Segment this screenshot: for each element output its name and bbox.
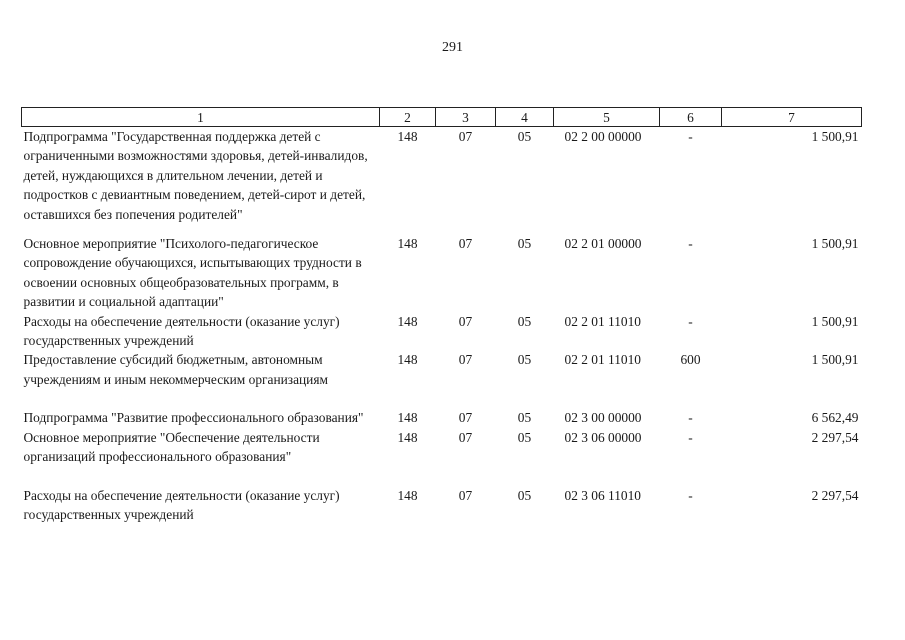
cell-col4: 05 (517, 487, 532, 503)
cell-col5: 02 3 06 11010 (564, 487, 641, 503)
row-description: Расходы на обеспечение деятельности (оказание услуг) государственных учреждений (23, 487, 340, 522)
cell-col7: 6 562,49 (811, 410, 859, 426)
cell-col2: 148 (397, 410, 418, 426)
row-description: Подпрограмма "Развитие профессионального образования" (23, 410, 364, 426)
cell-col7: 2 297,54 (811, 429, 859, 445)
cell-col3: 07 (458, 129, 473, 144)
cell-col6: - (688, 129, 693, 144)
cell-col5: 02 2 01 00000 (564, 236, 642, 252)
table-row (22, 127, 862, 235)
cell-col7: 1 500,91 (811, 236, 859, 252)
cell-col7: 1 500,91 (811, 313, 859, 329)
row-description: Подпрограмма "Государственная поддержка детей с ограниченными возможностями здоровья, детей-инвалидов, детей, нуждающихся в длительном лечении, детей и подростков с девиантным поведением, детей-сирот и детей, оставшихся без попечения родителей" (23, 129, 368, 222)
row-description: Расходы на обеспечение деятельности (оказание услуг) государственных учреждений (23, 313, 340, 349)
table-row (22, 234, 862, 312)
cell-col2: 148 (397, 129, 418, 144)
cell-col2: 148 (397, 487, 418, 503)
cell-col6: - (688, 487, 693, 503)
cell-col4: 05 (517, 313, 532, 329)
row-description: Основное мероприятие "Обеспечение деятельности организаций профессионального образования" (23, 429, 320, 465)
cell-col4: 05 (517, 410, 532, 426)
column-header-1: 1 (22, 108, 380, 127)
table-row (22, 350, 862, 408)
cell-col6: - (688, 410, 693, 426)
cell-col3: 07 (458, 352, 473, 368)
cell-col2: 148 (397, 429, 418, 445)
row-description: Предоставление субсидий бюджетным, автономным учреждениям и иным некоммерческим организациям (23, 352, 328, 387)
cell-col7: 1 500,91 (811, 129, 859, 144)
column-header-5: 5 (554, 108, 660, 127)
cell-col4: 05 (517, 352, 532, 368)
cell-col4: 05 (517, 429, 532, 445)
column-header-3: 3 (436, 108, 496, 127)
cell-col3: 07 (458, 410, 473, 426)
cell-col6: - (688, 429, 693, 445)
budget-table (21, 107, 862, 524)
column-header-2: 2 (380, 108, 436, 127)
cell-col3: 07 (458, 236, 473, 252)
table-row (22, 408, 862, 427)
cell-col2: 148 (397, 313, 418, 329)
cell-col6: - (688, 313, 693, 329)
column-header-4: 4 (496, 108, 554, 127)
header-row (22, 108, 862, 127)
cell-col7: 2 297,54 (811, 487, 859, 503)
cell-col3: 07 (458, 487, 473, 503)
cell-col7: 1 500,91 (811, 352, 859, 368)
page-number: 291 (442, 40, 463, 55)
table-row (22, 428, 862, 486)
cell-col5: 02 2 01 11010 (564, 352, 641, 368)
cell-col6: - (688, 236, 693, 252)
cell-col6: 600 (680, 352, 701, 368)
cell-col3: 07 (458, 429, 473, 445)
cell-col5: 02 2 00 00000 (564, 129, 642, 144)
table-row (22, 486, 862, 525)
cell-col5: 02 2 01 11010 (564, 313, 641, 329)
table-row (22, 312, 862, 351)
column-header-6: 6 (660, 108, 722, 127)
column-header-7: 7 (722, 108, 862, 127)
cell-col4: 05 (517, 236, 532, 252)
row-description: Основное мероприятие "Психолого-педагогическое сопровождение обучающихся, испытывающих трудности в освоении основных общеобразовательных программ, в развитии и социальной адаптации" (23, 236, 362, 310)
cell-col2: 148 (397, 352, 418, 368)
cell-col5: 02 3 06 00000 (564, 429, 642, 445)
cell-col3: 07 (458, 313, 473, 329)
cell-col2: 148 (397, 236, 418, 252)
cell-col4: 05 (517, 129, 532, 144)
cell-col5: 02 3 00 00000 (564, 410, 642, 426)
